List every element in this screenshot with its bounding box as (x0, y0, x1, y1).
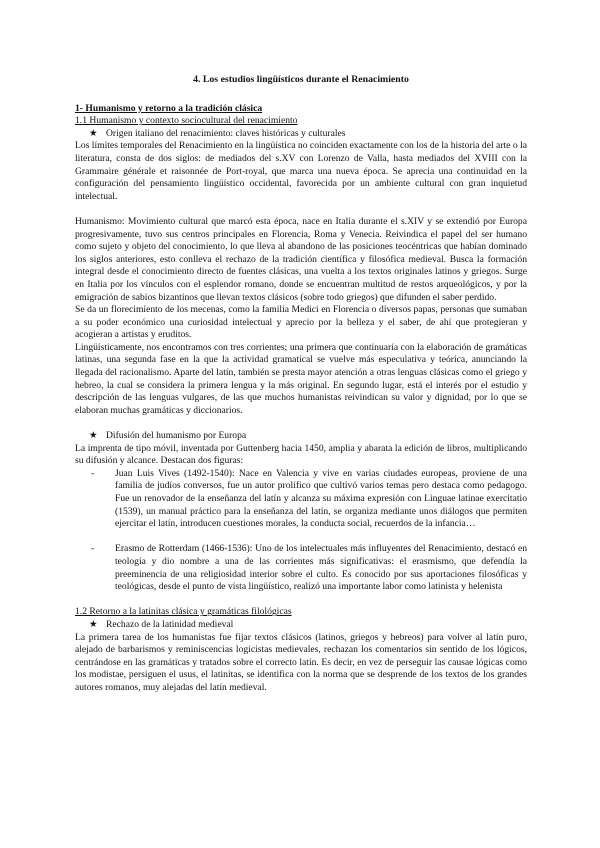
star-item-label: Difusión del humanismo por Europa (106, 430, 247, 442)
paragraph: La primera tarea de los humanistas fue fijar textos clásicos (latinos, griegos y hebreos) para volver al latín puro, alejado de barbarismos y reminiscencias logicistas medievales, rechazan los comentarios sin sentido de los lógicos, centrándose en las gramáticas y tratados sobre el correcto latín. Es decir, en vez de perseguir las causae lógicas como los modistae, persiguen el usus, el latinitas, se identifica con la norma que se desprende de los textos de los grandes autores romanos, muy alejadas del latín medieval. (75, 631, 527, 693)
paragraph: La imprenta de tipo móvil, inventada por Guttenberg hacia 1450, amplia y abarata la edición de libros, multiplicando su difusión y alcance. Destacan dos figuras: (75, 442, 527, 467)
star-item (89, 430, 527, 443)
bullet-list (91, 468, 527, 594)
star-icon: ★ (89, 430, 98, 442)
list-item (91, 543, 527, 593)
section-heading-1: 1- Humanismo y retorno a la tradición clásica (75, 102, 263, 114)
subsection-heading-1-2: 1.2 Retorno a la latinitas clásica y gramáticas filológicas (75, 606, 292, 618)
document-page (75, 74, 527, 695)
star-item (89, 619, 527, 632)
list-item-text: Erasmo de Rotterdam (1466-1536): Uno de los intelectuales más influyentes del Renacimiento, destacó en teología y dio nombre a una de las corrientes más significativas: el erasmismo, que defendía la preeminencia de una religiosidad interior sobre el culto. Es conocido por sus aportaciones filosóficas y teológicas, desde el punto de vista lingüístico, realizó una importante labor como latinista y helenista (115, 543, 527, 593)
paragraph: Humanismo: Movimiento cultural que marcó esta época, nace en Italia durante el s.XIV y se extendió por Europa progresivamente, tuvo sus centros principales en Florencia, Roma y Venecia. Reivindica el papel del ser humano como sujeto y objeto del conocimiento, lo que lleva al abandono de las posiciones teocéntricas que habían dominado los siglos anteriores, esto conlleva el rechazo de la tradición científica y filosófica medieval. Busca la formación integral desde el conocimiento directo de fuentes clásicas, una vuelta a los textos originales latinos y griegos. Surge en Italia por los vínculos con el esplendor romano, donde se encuentran multitud de restos arqueológicos, y por la emigración de sabios bizantinos que llevan textos clásicos (sobre todo griegos) que difunden el saber perdido. (75, 215, 527, 303)
paragraph: Se da un florecimiento de los mecenas, como la familia Medici en Florencia o diversos papas, personas que sumaban a su poder económico una curiosidad intelectual y aprecio por la belleza y el saber, de ahí que protegieran y acogieran a artistas y eruditos. (75, 304, 527, 341)
star-icon: ★ (89, 127, 98, 139)
list-item (91, 468, 527, 531)
paragraph: Los límites temporales del Renacimiento en la lingüística no coinciden exactamente con los de la historia del arte o la literatura, consta de dos siglos: de mediados del s.XV con Lorenzo de Valla, hasta mediados del XVIII con la Grammaire générale et raisonnée de Port-royal, que marca una nueva época. Se aprecia una continuidad en la configuración del pensamiento lingüístico occidental, favorecida por un ambiente cultural con gran inquietud intelectual. (75, 140, 527, 202)
dash-icon: - (91, 467, 95, 479)
star-item-label: Rechazo de la latinidad medieval (106, 618, 234, 630)
dash-icon: - (91, 543, 95, 555)
subsection-heading-1-1: 1.1 Humanismo y contexto sociocultural del renacimiento (75, 115, 298, 127)
star-item (89, 128, 527, 141)
list-item-text: Juan Luis Vives (1492-1540): Nace en Valencia y vive en varias ciudades europeas, proviene de una familia de judíos conversos, fue un autor prolífico que cultivó varios temas pero destaca como pedagogo. Fue un renovador de la enseñanza del latín y alcanza su máxima expresión con Linguae latinae exercitatio (1539), un manual práctico para la enseñanza del latín, se organiza mediante unos diálogos que permiten ejercitar el latín, introducen cuestiones morales, la conducta social, recuerdos de la infancia… (115, 467, 527, 530)
paragraph: Lingüísticamente, nos encontramos con tres corrientes; una primera que continuaría con la elaboración de gramáticas latinas, una segunda fase en la que la actividad gramatical se vuelve más especulativa y teórica, anunciando la llegada del racionalismo. Aparte del latín, también se presta mayor atención a otras lenguas clásicas como el griego y hebreo, la cual se considera la primera lengua y la más original. En segundo lugar, está el interés por el estudio y descripción de las lenguas vulgares, de las que muchos humanistas reivindican su valor y dignidad, por lo que se elaboran muchas gramáticas y diccionarios. (75, 341, 527, 416)
star-item-label: Origen italiano del renacimiento: claves históricas y culturales (106, 127, 346, 139)
star-icon: ★ (89, 618, 98, 630)
document-title: 4. Los estudios lingüísticos durante el Renacimiento (193, 74, 409, 85)
